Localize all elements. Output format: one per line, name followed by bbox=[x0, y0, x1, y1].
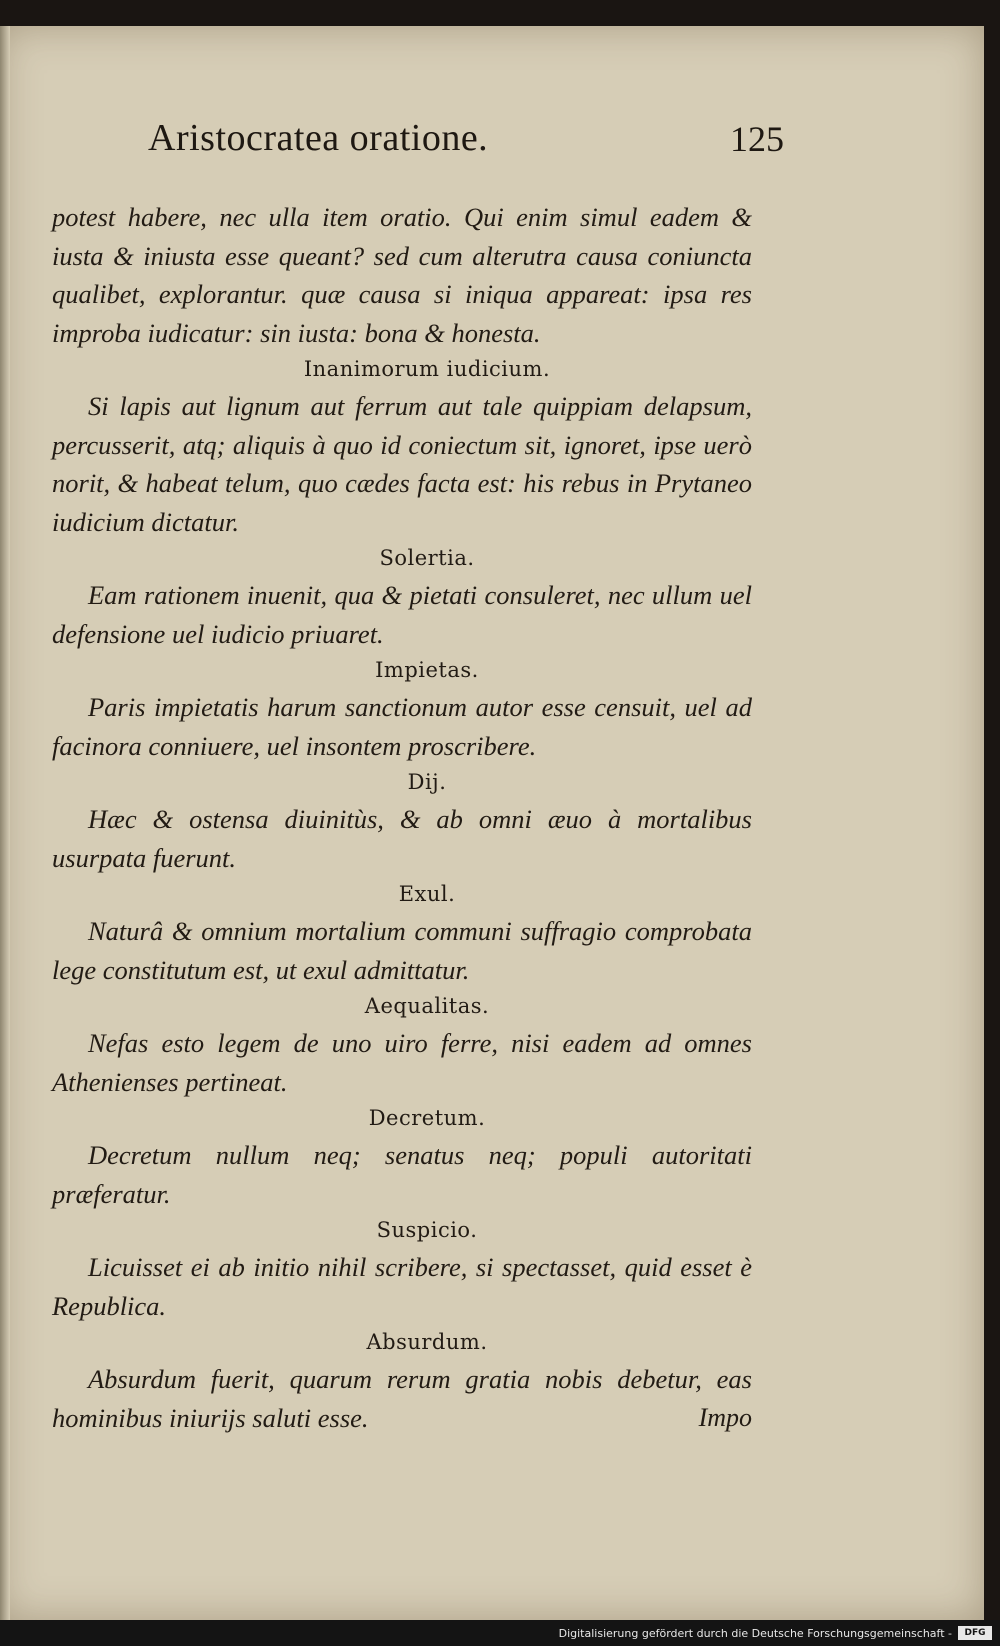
section-heading: Decretum. bbox=[368, 1106, 486, 1130]
paragraph: Eam rationem inuenit, qua & pietati consuleret, nec ullum uel defensione uel iudicio priuaret. bbox=[52, 580, 752, 649]
page-header bbox=[148, 116, 784, 176]
paragraph: Hæc & ostensa diuinitùs, & ab omni æuo à mortalibus usurpata fuerunt. bbox=[52, 804, 752, 873]
book-page bbox=[0, 26, 984, 1620]
footer-credit: Digitalisierung gefördert durch die Deutsche Forschungsgemeinschaft - bbox=[558, 1627, 952, 1640]
paragraph: Naturâ & omnium mortalium communi suffragio comprobata lege constitutum est, ut exul admittatur. bbox=[52, 916, 752, 985]
section-heading: Inanimorum iudicium. bbox=[303, 357, 551, 381]
paragraph: Si lapis aut lignum aut ferrum aut tale quippiam delapsum, percusserit, atq; aliquis à quo id coniectum sit, ignoret, ipse uerò norit, & habeat telum, quo cædes facta est: his rebus in Prytaneo iudicium dictatur. bbox=[52, 391, 752, 537]
paragraph: potest habere, nec ulla item oratio. Qui enim simul eadem & iusta & iniusta esse queant? sed cum alterutra causa coniuncta qualibet, explorantur. quæ causa si iniqua appareat: ipsa res improba iudicatur: sin iusta: bona & honesta. bbox=[52, 202, 752, 348]
page-edge bbox=[0, 26, 10, 1620]
section-heading: Solertia. bbox=[379, 546, 475, 570]
section-heading: Absurdum. bbox=[366, 1330, 488, 1354]
section-heading: Dij. bbox=[407, 770, 447, 794]
catchword: Impo bbox=[698, 1403, 752, 1432]
paragraph: Licuisset ei ab initio nihil scribere, si spectasset, quid esset è Republica. bbox=[52, 1252, 752, 1321]
paragraph: Nefas esto legem de uno uiro ferre, nisi eadem ad omnes Athenienses pertineat. bbox=[52, 1028, 752, 1097]
dfg-logo: DFG bbox=[958, 1626, 992, 1640]
section-heading: Aequalitas. bbox=[364, 994, 490, 1018]
section-heading: Impietas. bbox=[375, 658, 479, 682]
section-heading: Exul. bbox=[398, 882, 456, 906]
digitization-footer bbox=[0, 1620, 1000, 1646]
text-block bbox=[52, 198, 752, 1437]
paragraph: Decretum nullum neq; senatus neq; populi autoritati præferatur. bbox=[52, 1140, 752, 1209]
section-heading: Suspicio. bbox=[376, 1218, 478, 1242]
paragraph: Paris impietatis harum sanctionum autor esse censuit, uel ad facinora conniuere, uel insontem proscribere. bbox=[52, 692, 752, 761]
running-title: Aristocratea oratione. bbox=[148, 117, 489, 159]
page-number: 125 bbox=[730, 119, 784, 159]
paragraph: Absurdum fuerit, quarum rerum gratia nobis debetur, eas hominibus iniurijs saluti esse. bbox=[52, 1364, 752, 1433]
